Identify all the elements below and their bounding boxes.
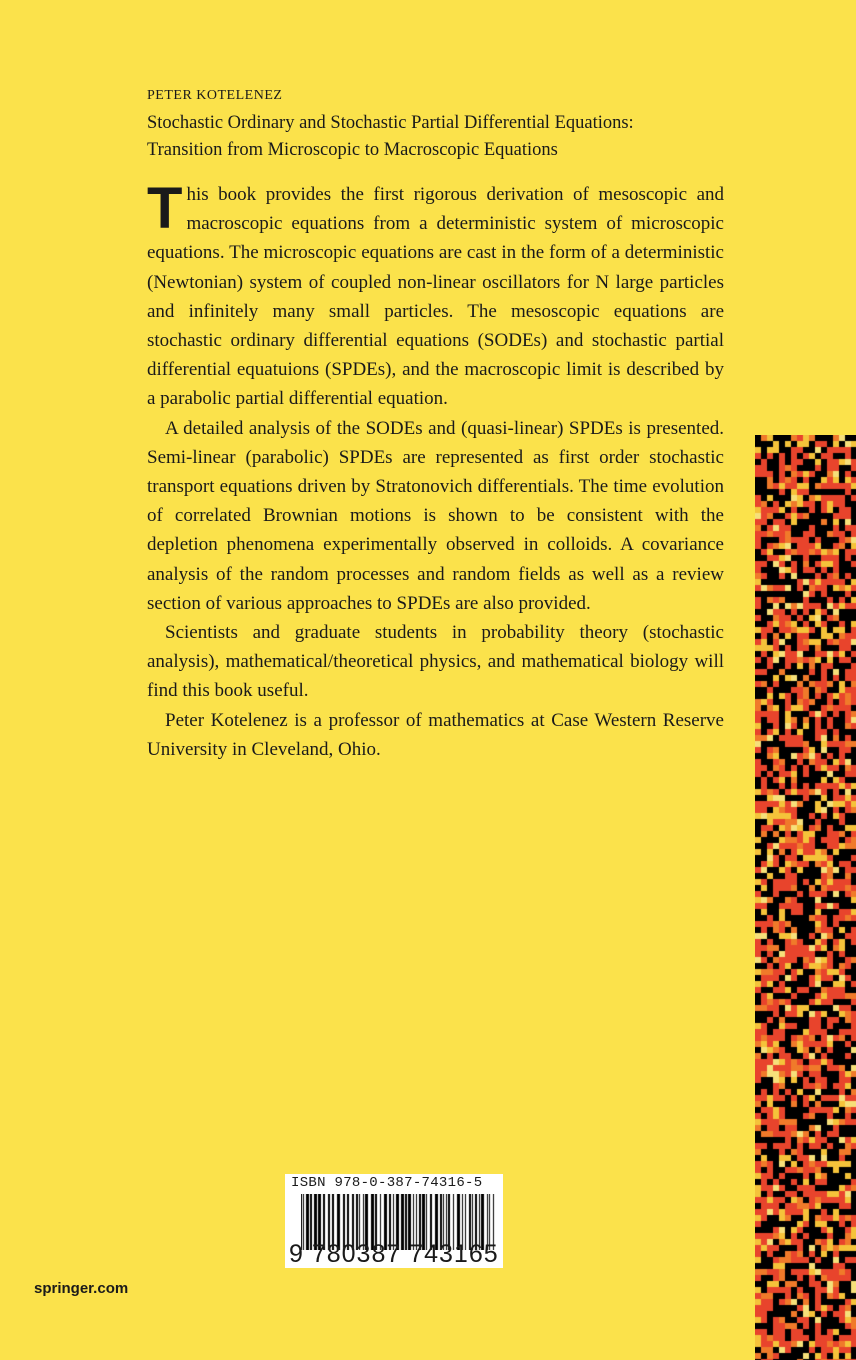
title-line-2: Transition from Microscopic to Macroscopic Equations [147,140,558,160]
paragraph-2: A detailed analysis of the SODEs and (quasi-linear) SPDEs is presented. Semi-linear (parabolic) SPDEs are represented as first order stochastic transport equations driven by Stratonovich differentials. The time evolution of correlated Brownian motions is shown to be consistent with the depletion phenomena experimentally observed in colloids. A covariance analysis of the random processes and random fields as well as a review section of various approaches to SPDEs are also provided. [147,417,724,614]
drop-cap: T [147,176,183,241]
book-title [147,110,747,164]
isbn-barcode [285,1174,503,1268]
publisher-url: springer.com [34,1280,129,1297]
blurb [147,176,724,764]
author-name: PETER KOTELENEZ [147,88,283,103]
ean-number: 9 780387 743165 [289,1240,499,1268]
random-pixel-pattern [755,435,856,1360]
paragraph-4: Peter Kotelenez is a professor of mathematics at Case Western Reserve University in Cleveland, Ohio. [147,709,724,760]
paragraph-1-text: his book provides the first rigorous derivation of mesoscopic and macroscopic equations from a deterministic system of microscopic equations. The microscopic equations are cast in the form of a deterministic (Newtonian) system of coupled non-linear oscillators for N large particles and infinitely many small particles. The mesoscopic equations are stochastic ordinary differential equations (SODEs) and stochastic partial differential equatuions (SPDEs), and the macroscopic limit is described by a parabolic partial differential equation. [147,184,724,410]
title-line-1: Stochastic Ordinary and Stochastic Partial Differential Equations: [147,113,634,133]
paragraph-3: Scientists and graduate students in probability theory (stochastic analysis), mathematical/theoretical physics, and mathematical biology will find this book useful. [147,622,724,702]
paragraph-1 [147,176,724,414]
isbn-text: ISBN 978-0-387-74316-5 [291,1175,483,1191]
